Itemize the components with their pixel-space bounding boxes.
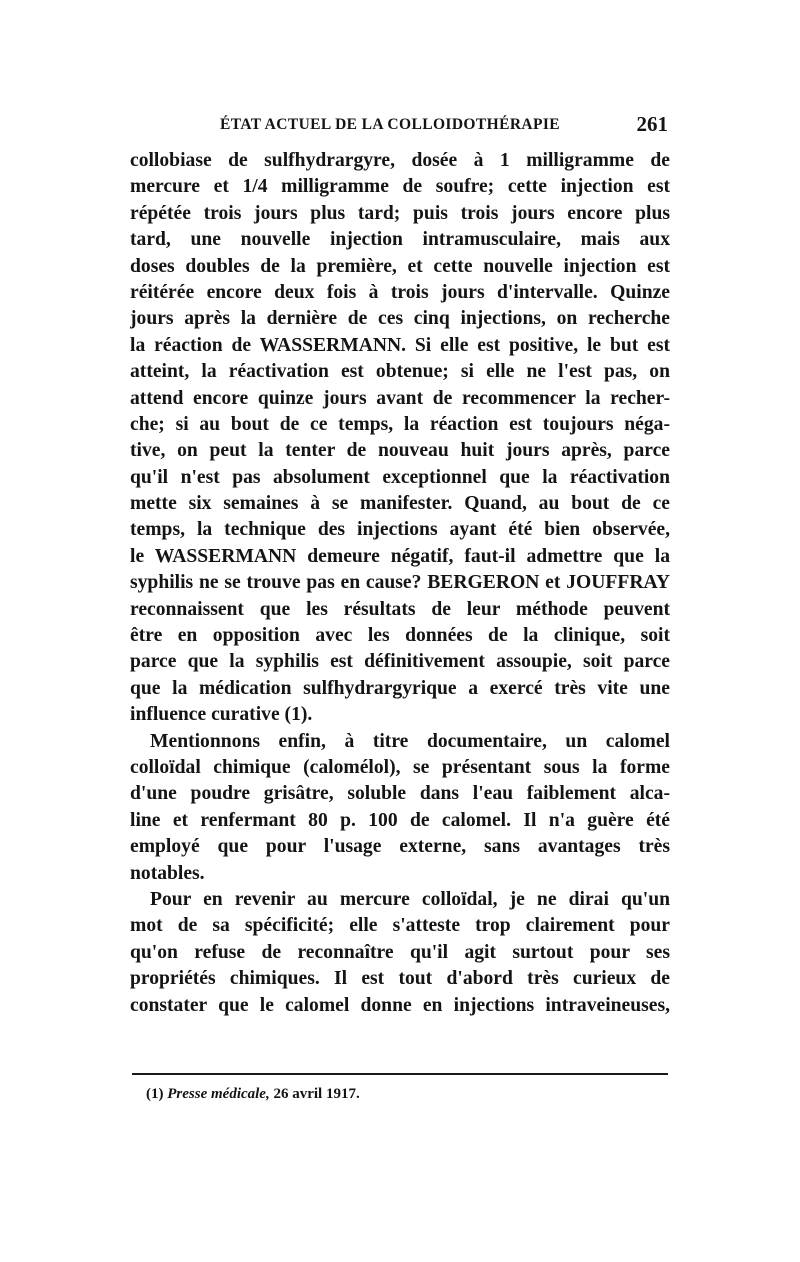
body-line: employé que pour l'usage externe, sans avantages très (130, 836, 670, 858)
body-line: constater que le calomel donne en injections intraveineuses, (130, 994, 670, 1016)
footnote-rule (132, 1073, 668, 1075)
body-line: tard, une nouvelle injection intramusculaire, mais aux (130, 229, 670, 251)
running-title: ÉTAT ACTUEL DE LA COLLOIDOTHÉRAPIE (220, 116, 561, 133)
footnote-date: 26 avril 1917. (273, 1086, 360, 1102)
body-line: line et renfermant 80 p. 100 de calomel. Il n'a guère été (130, 809, 670, 831)
footnote-journal: Presse médicale, (167, 1086, 270, 1102)
body-line: d'une poudre grisâtre, soluble dans l'eau faiblement alca- (130, 783, 670, 805)
body-line: notables. (130, 862, 205, 884)
body-line: attend encore quinze jours avant de recommencer la recher- (130, 387, 670, 409)
body-line: que la médication sulfhydrargyrique a exercé très vite une (130, 677, 670, 699)
body-line: Mentionnons enfin, à titre documentaire, un calomel (150, 730, 670, 752)
body-line: répétée trois jours plus tard; puis trois jours encore plus (130, 202, 670, 224)
body-line: tive, on peut la tenter de nouveau huit jours après, parce (130, 440, 670, 462)
running-head (128, 112, 668, 142)
body-line: temps, la technique des injections ayant été bien observée, (130, 519, 670, 541)
body-line: Pour en revenir au mercure colloïdal, je ne dirai qu'un (150, 888, 670, 910)
body-line: atteint, la réactivation est obtenue; si elle ne l'est pas, on (130, 361, 670, 383)
footnote-marker: (1) (146, 1086, 164, 1102)
page-number: 261 (636, 112, 668, 136)
body-line: qu'on refuse de reconnaître qu'il agit surtout pour ses (130, 941, 670, 963)
body-line: syphilis ne se trouve pas en cause? BERGERON et JOUFFRAY (130, 572, 670, 594)
body-line: influence curative (1). (130, 704, 313, 726)
body-line: réitérée encore deux fois à trois jours d'intervalle. Quinze (130, 281, 670, 303)
body-line: colloïdal chimique (calomélol), se présentant sous la forme (130, 756, 670, 778)
body-line: reconnaissent que les résultats de leur méthode peuvent (130, 598, 670, 620)
body-line: la réaction de WASSERMANN. Si elle est positive, le but est (130, 334, 670, 356)
body-line: mercure et 1/4 milligramme de soufre; cette injection est (130, 176, 670, 198)
body-line: le WASSERMANN demeure négatif, faut-il admettre que la (130, 545, 670, 567)
body-line: mette six semaines à se manifester. Quand, au bout de ce (130, 493, 670, 515)
body-line: che; si au bout de ce temps, la réaction est toujours néga- (130, 413, 670, 435)
footnote (146, 1086, 360, 1103)
body-line: propriétés chimiques. Il est tout d'abord très curieux de (130, 968, 670, 990)
body-line: jours après la dernière de ces cinq injections, on recherche (130, 308, 670, 330)
body-line: être en opposition avec les données de la clinique, soit (130, 625, 670, 647)
body-line: qu'il n'est pas absolument exceptionnel que la réactivation (130, 466, 670, 488)
body-line: parce que la syphilis est définitivement assoupie, soit parce (130, 651, 670, 673)
body-text (130, 148, 670, 1019)
body-line: collobiase de sulfhydrargyre, dosée à 1 milligramme de (130, 150, 670, 171)
body-line: doses doubles de la première, et cette nouvelle injection est (130, 255, 670, 277)
body-line: mot de sa spécificité; elle s'atteste trop clairement pour (130, 915, 670, 937)
